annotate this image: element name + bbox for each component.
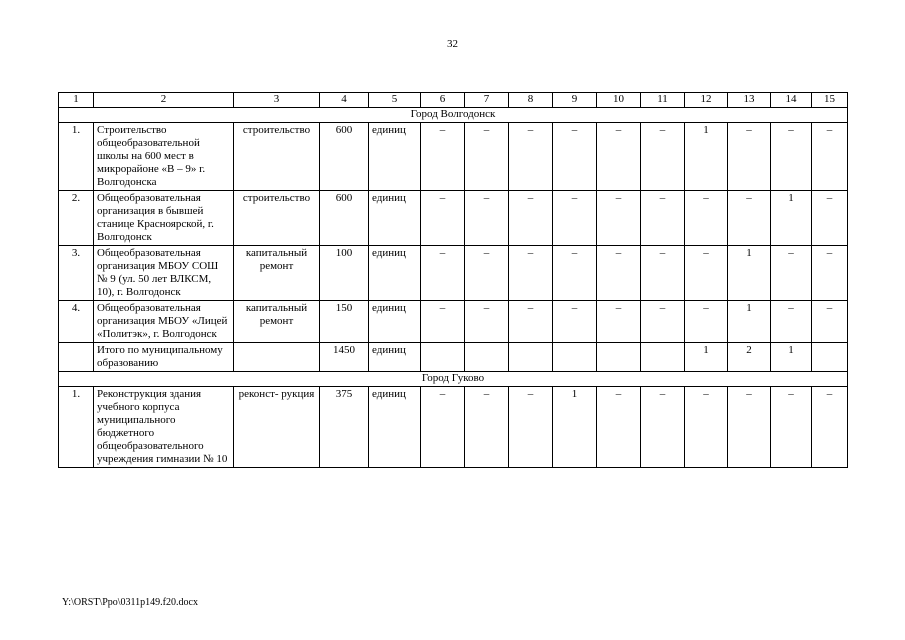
- year-value-cell: –: [465, 387, 509, 468]
- row-number-cell: 1.: [59, 387, 94, 468]
- year-value-cell: [812, 343, 848, 372]
- year-value-cell: –: [597, 123, 641, 191]
- object-name-cell: Общеобразовательная организация в бывшей станице Красноярской, г. Волгодонск: [94, 191, 234, 246]
- year-value-cell: –: [771, 387, 812, 468]
- header-cell: 10: [597, 93, 641, 108]
- header-cell: 5: [369, 93, 421, 108]
- year-value-cell: 1: [728, 301, 771, 343]
- year-value-cell: –: [509, 246, 553, 301]
- year-value-cell: –: [728, 387, 771, 468]
- year-value-cell: –: [597, 301, 641, 343]
- row-number-cell: 1.: [59, 123, 94, 191]
- unit-cell: единиц: [369, 123, 421, 191]
- header-cell: 13: [728, 93, 771, 108]
- header-cell: 15: [812, 93, 848, 108]
- table-row: [59, 301, 848, 343]
- page-number: 32: [447, 38, 458, 50]
- object-name-cell: Строительство общеобразовательной школы на 600 мест в микрорайоне «В – 9» г. Волгодонска: [94, 123, 234, 191]
- year-value-cell: –: [597, 387, 641, 468]
- work-type-cell: реконст- рукция: [234, 387, 320, 468]
- year-value-cell: –: [553, 301, 597, 343]
- year-value-cell: –: [509, 123, 553, 191]
- unit-cell: единиц: [369, 246, 421, 301]
- year-value-cell: –: [465, 301, 509, 343]
- header-cell: 12: [685, 93, 728, 108]
- work-type-cell: капитальный ремонт: [234, 246, 320, 301]
- year-value-cell: –: [812, 301, 848, 343]
- year-value-cell: [597, 343, 641, 372]
- table-row: [59, 387, 848, 468]
- year-value-cell: –: [771, 123, 812, 191]
- unit-cell: единиц: [369, 301, 421, 343]
- year-value-cell: –: [553, 123, 597, 191]
- work-type-cell: [234, 343, 320, 372]
- table-row: [59, 343, 848, 372]
- object-name-cell: Общеобразовательная организация МБОУ «Лицей «Политэк», г. Волгодонск: [94, 301, 234, 343]
- capacity-cell: 150: [320, 301, 369, 343]
- work-type-cell: строительство: [234, 123, 320, 191]
- section-header-row: [59, 372, 848, 387]
- data-table: [58, 92, 848, 468]
- year-value-cell: –: [465, 191, 509, 246]
- year-value-cell: 1: [771, 343, 812, 372]
- table-row: [59, 246, 848, 301]
- year-value-cell: [465, 343, 509, 372]
- year-value-cell: –: [685, 301, 728, 343]
- year-value-cell: –: [421, 191, 465, 246]
- year-value-cell: –: [812, 387, 848, 468]
- capacity-cell: 1450: [320, 343, 369, 372]
- object-name-cell: Общеобразовательная организация МБОУ СОШ № 9 (ул. 50 лет ВЛКСМ, 10), г. Волгодонск: [94, 246, 234, 301]
- table-row: [59, 123, 848, 191]
- year-value-cell: –: [641, 123, 685, 191]
- year-value-cell: –: [553, 246, 597, 301]
- year-value-cell: –: [421, 123, 465, 191]
- year-value-cell: [421, 343, 465, 372]
- year-value-cell: [553, 343, 597, 372]
- year-value-cell: –: [465, 123, 509, 191]
- table-body: [59, 93, 848, 468]
- header-row: [59, 93, 848, 108]
- header-cell: 9: [553, 93, 597, 108]
- header-cell: 14: [771, 93, 812, 108]
- section-header-row: [59, 108, 848, 123]
- work-type-cell: строительство: [234, 191, 320, 246]
- year-value-cell: –: [685, 191, 728, 246]
- capacity-cell: 600: [320, 191, 369, 246]
- year-value-cell: 1: [685, 123, 728, 191]
- year-value-cell: 1: [553, 387, 597, 468]
- header-cell: 3: [234, 93, 320, 108]
- year-value-cell: –: [421, 246, 465, 301]
- year-value-cell: [641, 343, 685, 372]
- unit-cell: единиц: [369, 343, 421, 372]
- year-value-cell: –: [421, 387, 465, 468]
- capacity-cell: 100: [320, 246, 369, 301]
- year-value-cell: 1: [771, 191, 812, 246]
- footer-file-path: Y:\ORST\Ppo\0311p149.f20.docx: [62, 597, 198, 608]
- year-value-cell: –: [509, 387, 553, 468]
- year-value-cell: –: [597, 191, 641, 246]
- section-title: Город Гуково: [59, 372, 848, 387]
- year-value-cell: –: [597, 246, 641, 301]
- year-value-cell: –: [465, 246, 509, 301]
- capacity-cell: 375: [320, 387, 369, 468]
- year-value-cell: –: [641, 301, 685, 343]
- year-value-cell: 2: [728, 343, 771, 372]
- year-value-cell: –: [509, 301, 553, 343]
- year-value-cell: [509, 343, 553, 372]
- work-type-cell: капитальный ремонт: [234, 301, 320, 343]
- year-value-cell: –: [728, 123, 771, 191]
- year-value-cell: –: [685, 387, 728, 468]
- year-value-cell: –: [812, 123, 848, 191]
- year-value-cell: –: [641, 191, 685, 246]
- object-name-cell: Реконструкция здания учебного корпуса муниципального бюджетного общеобразовательного учреждения гимназии № 10: [94, 387, 234, 468]
- year-value-cell: –: [771, 246, 812, 301]
- year-value-cell: –: [553, 191, 597, 246]
- row-number-cell: 4.: [59, 301, 94, 343]
- header-cell: 6: [421, 93, 465, 108]
- row-number-cell: [59, 343, 94, 372]
- section-title: Город Волгодонск: [59, 108, 848, 123]
- unit-cell: единиц: [369, 191, 421, 246]
- row-number-cell: 2.: [59, 191, 94, 246]
- object-name-cell: Итого по муниципальному образованию: [94, 343, 234, 372]
- year-value-cell: 1: [728, 246, 771, 301]
- header-cell: 1: [59, 93, 94, 108]
- row-number-cell: 3.: [59, 246, 94, 301]
- header-cell: 4: [320, 93, 369, 108]
- header-cell: 8: [509, 93, 553, 108]
- header-cell: 7: [465, 93, 509, 108]
- unit-cell: единиц: [369, 387, 421, 468]
- header-cell: 11: [641, 93, 685, 108]
- year-value-cell: –: [421, 301, 465, 343]
- year-value-cell: –: [771, 301, 812, 343]
- year-value-cell: –: [812, 246, 848, 301]
- year-value-cell: –: [728, 191, 771, 246]
- year-value-cell: –: [641, 387, 685, 468]
- year-value-cell: –: [641, 246, 685, 301]
- header-cell: 2: [94, 93, 234, 108]
- year-value-cell: –: [812, 191, 848, 246]
- table-row: [59, 191, 848, 246]
- year-value-cell: –: [685, 246, 728, 301]
- year-value-cell: –: [509, 191, 553, 246]
- capacity-cell: 600: [320, 123, 369, 191]
- year-value-cell: 1: [685, 343, 728, 372]
